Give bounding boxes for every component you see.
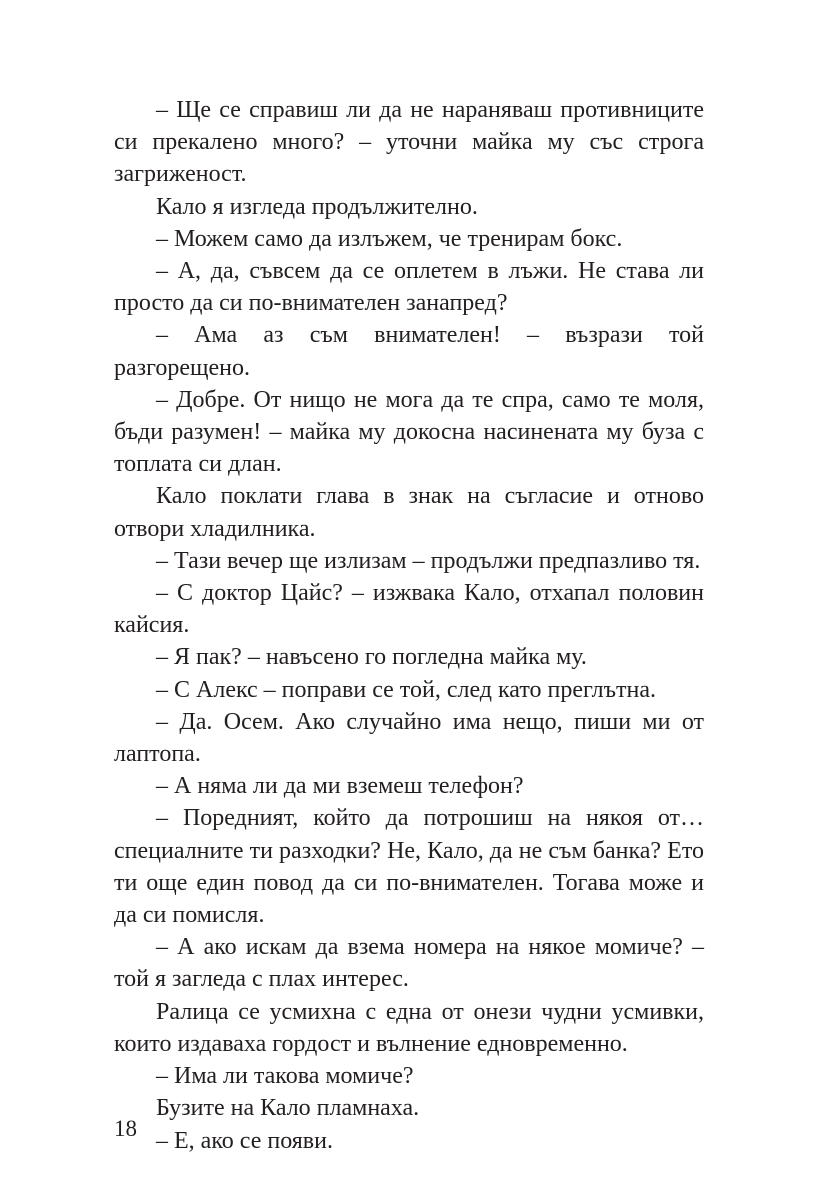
paragraph: – А няма ли да ми вземеш телефон? bbox=[156, 773, 524, 800]
paragraph: – Е, ако се появи. bbox=[156, 1127, 333, 1154]
page-text bbox=[114, 94, 704, 1157]
paragraph: Ралица се усмихна с една от онези чудни усмивки, които издаваха гордост и вълнение едновременно. bbox=[114, 998, 704, 1057]
paragraph: – Ама аз съм внимателен! – възрази той разгорещено. bbox=[114, 322, 704, 381]
paragraph: – Има ли такова момиче? bbox=[156, 1063, 414, 1090]
paragraph: – Можем само да излъжем, че тренирам бокс. bbox=[156, 225, 623, 252]
paragraph: – Тази вечер ще излизам – продължи предпазливо тя. bbox=[156, 547, 701, 574]
paragraph: – Да. Осем. Ако случайно има нещо, пиши ми от лаптопа. bbox=[114, 708, 704, 768]
paragraph: – С доктор Цайс? – изжвака Кало, отхапал половин кайсия. bbox=[114, 580, 704, 639]
paragraph: – Поредният, който да потрошиш на някоя от… специалните ти разходки? Не, Кало, да не съм банка? Ето ти още един повод да си по-внимателен. Тогава може и да си помисля. bbox=[114, 805, 704, 929]
paragraph: Кало поклати глава в знак на съгласие и отново отвори хладилника. bbox=[114, 483, 704, 542]
paragraph: Кало я изгледа продължително. bbox=[156, 193, 478, 220]
paragraph: – Добре. От нищо не мога да те спра, само те моля, бъди разумен! – майка му докосна насинената му буза с топлата си длан. bbox=[114, 386, 704, 478]
paragraph: – А, да, съвсем да се оплетем в лъжи. Не става ли просто да си по-внимателен занапред? bbox=[114, 258, 704, 317]
page-number: 18 bbox=[114, 1116, 137, 1141]
paragraph: – Я пак? – навъсено го погледна майка му. bbox=[156, 644, 587, 671]
paragraph: – А ако искам да взема номера на някое момиче? – той я загледа с плах интерес. bbox=[114, 934, 704, 993]
paragraph: – Ще се справиш ли да не нараняваш противниците си прекалено много? – уточни майка му със строга загриженост. bbox=[114, 97, 704, 188]
paragraph: Бузите на Кало пламнаха. bbox=[156, 1095, 420, 1122]
paragraph: – С Алекс – поправи се той, след като преглътна. bbox=[156, 676, 656, 703]
